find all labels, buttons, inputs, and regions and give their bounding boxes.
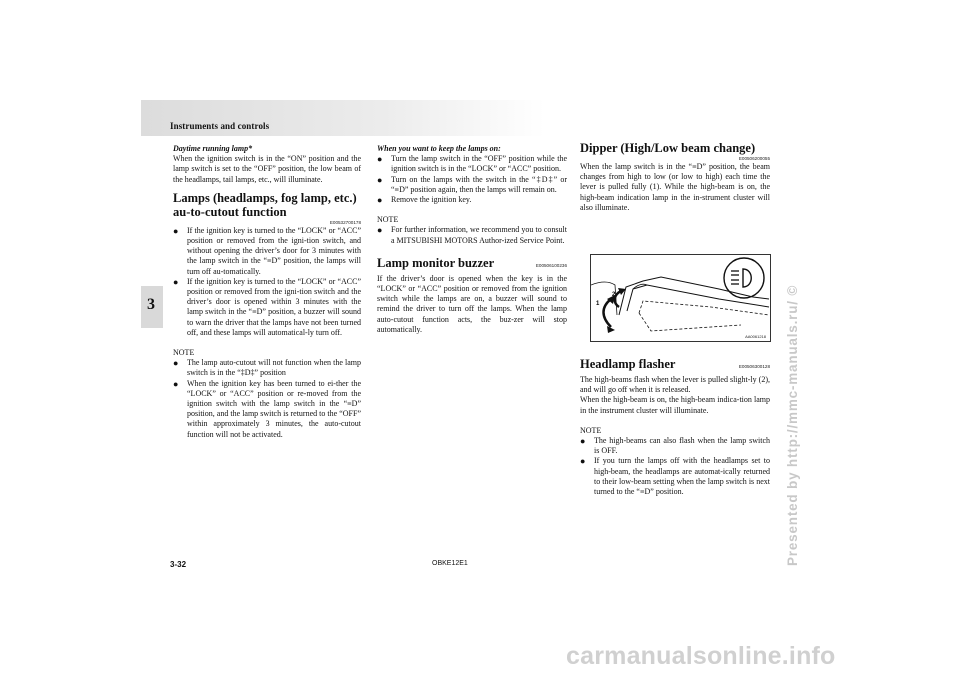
page-number: 3-32 xyxy=(170,560,187,569)
bullet-icon: ● xyxy=(377,154,383,165)
note-label: NOTE xyxy=(377,215,399,225)
note-bullet-1: ● The lamp auto-cutout will not function when the lamp switch is in the “‡D‡” position xyxy=(173,358,361,378)
side-watermark: Presented by http://mmc-manuals.ru/ © xyxy=(785,284,800,566)
keep-bullet-2: ● Turn on the lamps with the switch in the “‡D‡” or “≡D” position again, then the lamps will remain on. xyxy=(377,174,567,194)
lamps-bullet-1: ● If the ignition key is turned to the “LOCK” or “ACC” position or removed from the igni-tion switch, and without opening the driver’s door for 3 minutes with the lamp switch in the “≡D” position, the lamps will turn off au-tomatically. xyxy=(173,225,361,276)
keep-bullet-1: ● Turn the lamp switch in the “OFF” position while the ignition switch is in the “LOCK” or “ACC” position. xyxy=(377,154,567,174)
keep-lamps-heading: When you want to keep the lamps on: xyxy=(377,144,501,153)
bullet-icon: ● xyxy=(173,358,179,369)
flasher-code: E00506300128 xyxy=(738,364,770,369)
lamps-heading: Lamps (headlamps, fog lamp, etc.) au-to-cutout function xyxy=(173,190,357,219)
note-bullet-2: ● If you turn the lamps off with the headlamps set to high-beam, the headlamps are automat-ically returned to their low-beam setting when the lamp switch is next turned to the “≡D” position. xyxy=(580,456,770,497)
bullet-icon: ● xyxy=(377,174,383,185)
note-bullet-1: ● The high-beams can also flash when the lamp switch is OFF. xyxy=(580,436,770,456)
buzzer-code: E00506100236 xyxy=(535,262,567,268)
bullet-icon: ● xyxy=(580,436,586,447)
bullet-icon: ● xyxy=(173,378,179,389)
dipper-code: E00506200055 xyxy=(738,156,770,161)
note-bullet-1: ● For further information, we recommend you to consult a MITSUBISHI MOTORS Author-ized Service Point. xyxy=(377,225,567,245)
flasher-text-1: The high-beams flash when the lever is pulled slight-ly (2), and will go off when it is released. xyxy=(580,375,770,395)
lamps-code: E00532700178 xyxy=(329,219,361,225)
note-label: NOTE xyxy=(580,425,602,435)
lever-illustration xyxy=(590,254,771,342)
flasher-heading: Headlamp flasher xyxy=(580,357,676,371)
right-column-lower xyxy=(580,357,770,497)
figure-code: AA0061218 xyxy=(745,334,766,339)
daytime-text: When the ignition switch is in the “ON” position and the lamp switch is set to the “OFF” position, the low beam of the headlamps, tail lamps, etc., will illuminate. xyxy=(173,154,361,184)
buzzer-text: If the driver’s door is opened when the key is in the “LOCK” or “ACC” position or removed from the ignition switch while the lamps are on, a buzzer will sound to remind the driver to turn off the lamps. When the lamp auto-cutout function acts, the buz-zer will stop automatically. xyxy=(377,273,567,334)
lamps-bullet-2: ● If the ignition key is turned to the “LOCK” or “ACC” position or removed from the igni-tion switch and the driver’s door is opened within 3 minutes with the lamp switch in the “≡D” position, a buzzer will sound to warn the driver that the lamps have not been turned off, and these lamps will automatical-ly turn off. xyxy=(173,276,361,337)
bullet-icon: ● xyxy=(173,276,179,287)
keep-bullet-3: ● Remove the ignition key. xyxy=(377,195,472,206)
bullet-icon: ● xyxy=(377,225,383,236)
figure-label-1: 1 xyxy=(596,301,600,307)
bullet-icon: ● xyxy=(580,456,586,467)
site-watermark: carmanualsonline.info xyxy=(566,642,836,670)
left-column xyxy=(173,144,361,440)
note-bullet-2: ● When the ignition key has been turned to ei-ther the “LOCK” or “ACC” position or re-moved from the ignition switch with the lamp switch in the “≡D” position, and the lamp switch is returned to the “OFF” within approximately 3 minutes, the auto-cutout function will not be activated. xyxy=(173,378,361,439)
lever-drawing xyxy=(591,255,770,341)
section-title: Instruments and controls xyxy=(170,121,270,131)
document-code: OBKE12E1 xyxy=(432,560,468,567)
flasher-text-2: When the high-beam is on, the high-beam indica-tion lamp in the instrument cluster will illuminate. xyxy=(580,395,770,415)
figure-label-2: 2 xyxy=(612,292,616,298)
buzzer-heading: Lamp monitor buzzer xyxy=(377,255,495,270)
right-column xyxy=(580,141,770,213)
bullet-icon: ● xyxy=(173,225,179,236)
dipper-heading: Dipper (High/Low beam change) xyxy=(580,141,756,155)
middle-column xyxy=(377,144,567,335)
chapter-number: 3 xyxy=(147,296,155,313)
dipper-text: When the lamp switch is in the “≡D” position, the beam changes from high to low (or low to high) each time the lever is pulled fully (1). While the high-beam is on, the high-beam indication lamp in the in-strument cluster will also illuminate. xyxy=(580,162,770,212)
bullet-icon: ● xyxy=(377,195,383,206)
daytime-heading: Daytime running lamp* xyxy=(173,144,253,153)
note-label: NOTE xyxy=(173,348,195,358)
